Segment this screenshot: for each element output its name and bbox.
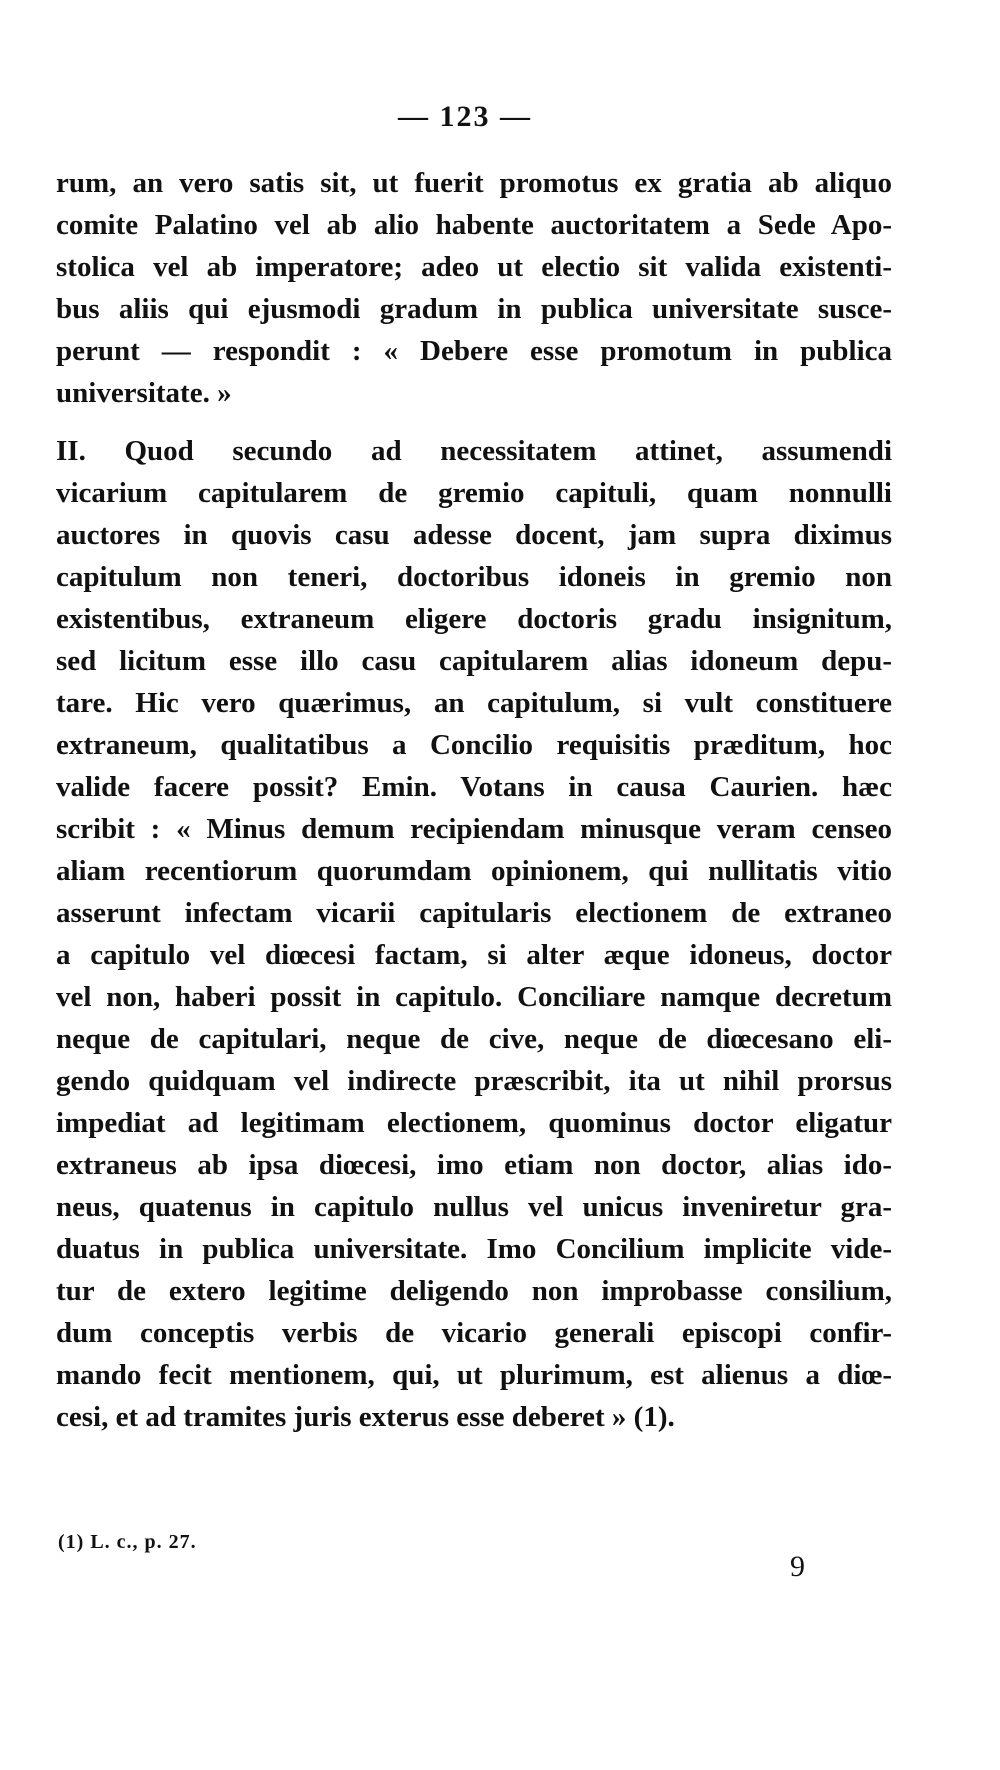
text-line: tare. Hic vero quærimus, an capitulum, si vult constituere [56, 687, 892, 719]
text-line: scribit : « Minus demum recipiendam minusque veram censeo [56, 813, 892, 845]
text-line: asserunt infectam vicarii capitularis electionem de extraneo [56, 897, 892, 929]
text-line: existentibus, extraneum eligere doctoris gradu insignitum, [56, 603, 892, 635]
text-line: extraneus ab ipsa diœcesi, imo etiam non doctor, alias ido- [56, 1149, 892, 1181]
text-line: gendo quidquam vel indirecte præscribit, ita ut nihil prorsus [56, 1065, 892, 1097]
text-line: impediat ad legitimam electionem, quominus doctor eligatur [56, 1107, 892, 1139]
text-line: neque de capitulari, neque de cive, neque de diœcesano eli- [56, 1023, 892, 1055]
text-line: aliam recentiorum quorumdam opinionem, qui nullitatis vitio [56, 855, 892, 887]
text-line: duatus in publica universitate. Imo Concilium implicite vide- [56, 1233, 892, 1265]
text-line: vicarium capitularem de gremio capituli, quam nonnulli [56, 477, 892, 509]
text-line: bus aliis qui ejusmodi gradum in publica universitate susce- [56, 293, 892, 325]
text-line: dum conceptis verbis de vicario generali episcopi confir- [56, 1317, 892, 1349]
text-line: rum, an vero satis sit, ut fuerit promotus ex gratia ab aliquo [56, 167, 892, 199]
signature-mark: 9 [790, 1550, 805, 1583]
text-line: cesi, et ad tramites juris exterus esse deberet » (1). [56, 1401, 675, 1433]
text-line: vel non, haberi possit in capitulo. Conciliare namque decretum [56, 981, 892, 1013]
text-line: valide facere possit? Emin. Votans in causa Caurien. hæc [56, 771, 892, 803]
paragraph-1 [56, 162, 892, 414]
text-line: mando fecit mentionem, qui, ut plurimum, est alienus a diœ- [56, 1359, 892, 1391]
text-line: capitulum non teneri, doctoribus idoneis in gremio non [56, 561, 892, 593]
text-line: perunt — respondit : « Debere esse promotum in publica [56, 335, 892, 367]
text-line: comite Palatino vel ab alio habente auctoritatem a Sede Apo- [56, 209, 892, 241]
paragraph-2 [56, 430, 892, 1438]
text-line: extraneum, qualitatibus a Concilio requisitis præditum, hoc [56, 729, 892, 761]
footnote: (1) L. c., p. 27. [58, 1531, 197, 1553]
text-line: II. Quod secundo ad necessitatem attinet, assumendi [56, 435, 892, 467]
page-number-header: — 123 — [398, 100, 532, 133]
text-line: stolica vel ab imperatore; adeo ut electio sit valida existenti- [56, 251, 892, 283]
text-line: sed licitum esse illo casu capitularem alias idoneum depu- [56, 645, 892, 677]
text-line: tur de extero legitime deligendo non improbasse consilium, [56, 1275, 892, 1307]
text-line: neus, quatenus in capitulo nullus vel unicus inveniretur gra- [56, 1191, 892, 1223]
text-line: auctores in quovis casu adesse docent, jam supra diximus [56, 519, 892, 551]
text-line: universitate. » [56, 377, 232, 409]
text-line: a capitulo vel diœcesi factam, si alter æque idoneus, doctor [56, 939, 892, 971]
